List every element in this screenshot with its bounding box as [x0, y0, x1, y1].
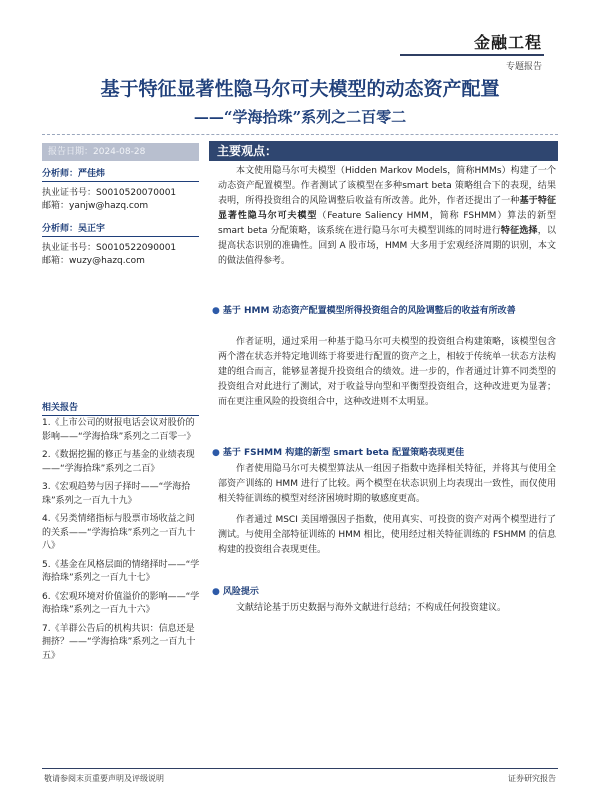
intro-emphasis: 特征选择	[500, 226, 538, 236]
bullet-icon: ●	[212, 448, 220, 458]
title-divider	[42, 134, 558, 135]
analyst-license: 执业证书号：S0010520070001	[42, 188, 177, 198]
analyst-email[interactable]: 邮箱：yanjw@hazq.com	[42, 201, 149, 211]
key-points-heading: 主要观点：	[209, 141, 558, 161]
section-heading: ● 风险提示	[212, 587, 259, 597]
report-subtitle: ——“学海拾珠”系列之二百零二	[193, 108, 407, 126]
related-report-item[interactable]: 3.《宏观趋势与因子择时——“学海拾珠”系列之一百九十九》	[42, 482, 191, 506]
related-report-item[interactable]: 7.《羊群公告后的机构共识：信息还是拥挤？——“学海拾珠”系列之一百九十五》	[42, 623, 196, 661]
section-paragraph: 作者证明，通过采用一种基于隐马尔可夫模型的投资组合构建策略，该模型包含两个潜在状态并特定地训练于将要进行配置的资产之上，相较于传统单一状态方法构建的组合而言，能够显著提升投资组合的绩效。进一步的，作者通过计算不同类型的投资组合对此进行了测试，对于收益导向型和平衡型投资组合，这种改进更为显著；而在更注重风险的投资组合中，这种改进则不太明显。	[218, 337, 556, 407]
intro-text: 本文使用隐马尔可夫模型（Hidden Markov Models，简称HMMs）构建了一个动态资产配置模型。作者测试了该模型在多种smart beta 策略组合下的表现，结果表明，所得投资组合的风险调整后收益有所改善。此外，作者还提出了一种	[218, 166, 556, 206]
header-report-type: 专题报告	[505, 62, 542, 72]
related-report-item[interactable]: 5.《基金在风格层面的情绪择时——“学海拾珠”系列之一百九十七》	[42, 559, 200, 583]
section-paragraph: 作者使用隐马尔可夫模型算法从一组因子指数中选择相关特征，并将其与使用全部资产训练的 HMM 进行了比较。两个模型在状态识别上均表现出一致性，而仅使用相关特征训练的模型对经济困境时期的敏感度更高。	[218, 464, 556, 504]
analyst-name: 分析师：严佳炜	[42, 166, 199, 182]
risk-text: 文献结论基于历史数据与海外文献进行总结；不构成任何投资建议。	[236, 603, 507, 613]
related-reports-list	[42, 417, 202, 668]
related-report-item[interactable]: 2.《数据挖掘的修正与基金的业绩表现——“学海拾珠”系列之二百》	[42, 450, 195, 474]
intro-emphasis: 基于特征显著性隐马尔可夫模型	[218, 196, 556, 221]
footer-label: 证券研究报告	[508, 774, 556, 783]
analyst-card	[42, 166, 199, 213]
section-heading: ● 基于 HMM 动态资产配置模型所得投资组合的风险调整后的收益有所改善	[212, 306, 516, 316]
footer-divider	[42, 768, 558, 769]
section-heading: ● 基于 FSHMM 构建的新型 smart beta 配置策略表现更佳	[212, 448, 465, 458]
intro-text: ，以提高状态识别的准确性。回到 A 股市场，HMM 大多用于宏观经济周期的识别，本文的做法值得参考。	[218, 226, 556, 266]
related-report-item[interactable]: 6.《宏观环境对价值溢价的影响——“学海拾珠”系列之一百九十六》	[42, 591, 200, 615]
report-title: 基于特征显著性隐马尔可夫模型的动态资产配置	[100, 78, 500, 100]
bullet-icon: ●	[212, 306, 220, 316]
analyst-name: 分析师：吴正宇	[42, 221, 199, 237]
intro-text: （Feature Saliency HMM，简称 FSHMM）算法的新型 smart beta 分配策略，该系统在进行隐马尔可夫模型训练的同时进行	[218, 211, 556, 236]
analyst-card	[42, 221, 199, 268]
section-paragraph: 作者通过 MSCI 美国增强因子指数，使用真实、可投资的资产对两个模型进行了测试。与使用全部特征训练的 HMM 相比，使用经过相关特征训练的 FSHMM 的信息构建的投资组合表现更佳。	[218, 515, 556, 555]
related-reports-heading: 相关报告	[42, 400, 199, 416]
related-report-item[interactable]: 4.《另类情绪指标与股票市场收益之间的关系——“学海拾珠”系列之一百九十八》	[42, 514, 196, 551]
analyst-license: 执业证书号：S0010522090001	[42, 243, 177, 253]
intro-paragraph	[218, 164, 556, 269]
related-report-item[interactable]: 1.《上市公司的财报电话会议对股价的影响——“学海拾珠”系列之二百零一》	[42, 418, 196, 442]
analyst-email[interactable]: 邮箱：wuzy@hazq.com	[42, 256, 145, 266]
header-category: 金融工程	[473, 33, 542, 52]
report-date: 报告日期：2024-08-28	[42, 143, 199, 161]
header-divider	[400, 54, 544, 56]
footer-disclaimer: 敬请参阅末页重要声明及评级说明	[44, 774, 164, 783]
bullet-icon: ●	[212, 587, 220, 597]
section-body	[218, 462, 556, 558]
section-body	[218, 335, 556, 410]
